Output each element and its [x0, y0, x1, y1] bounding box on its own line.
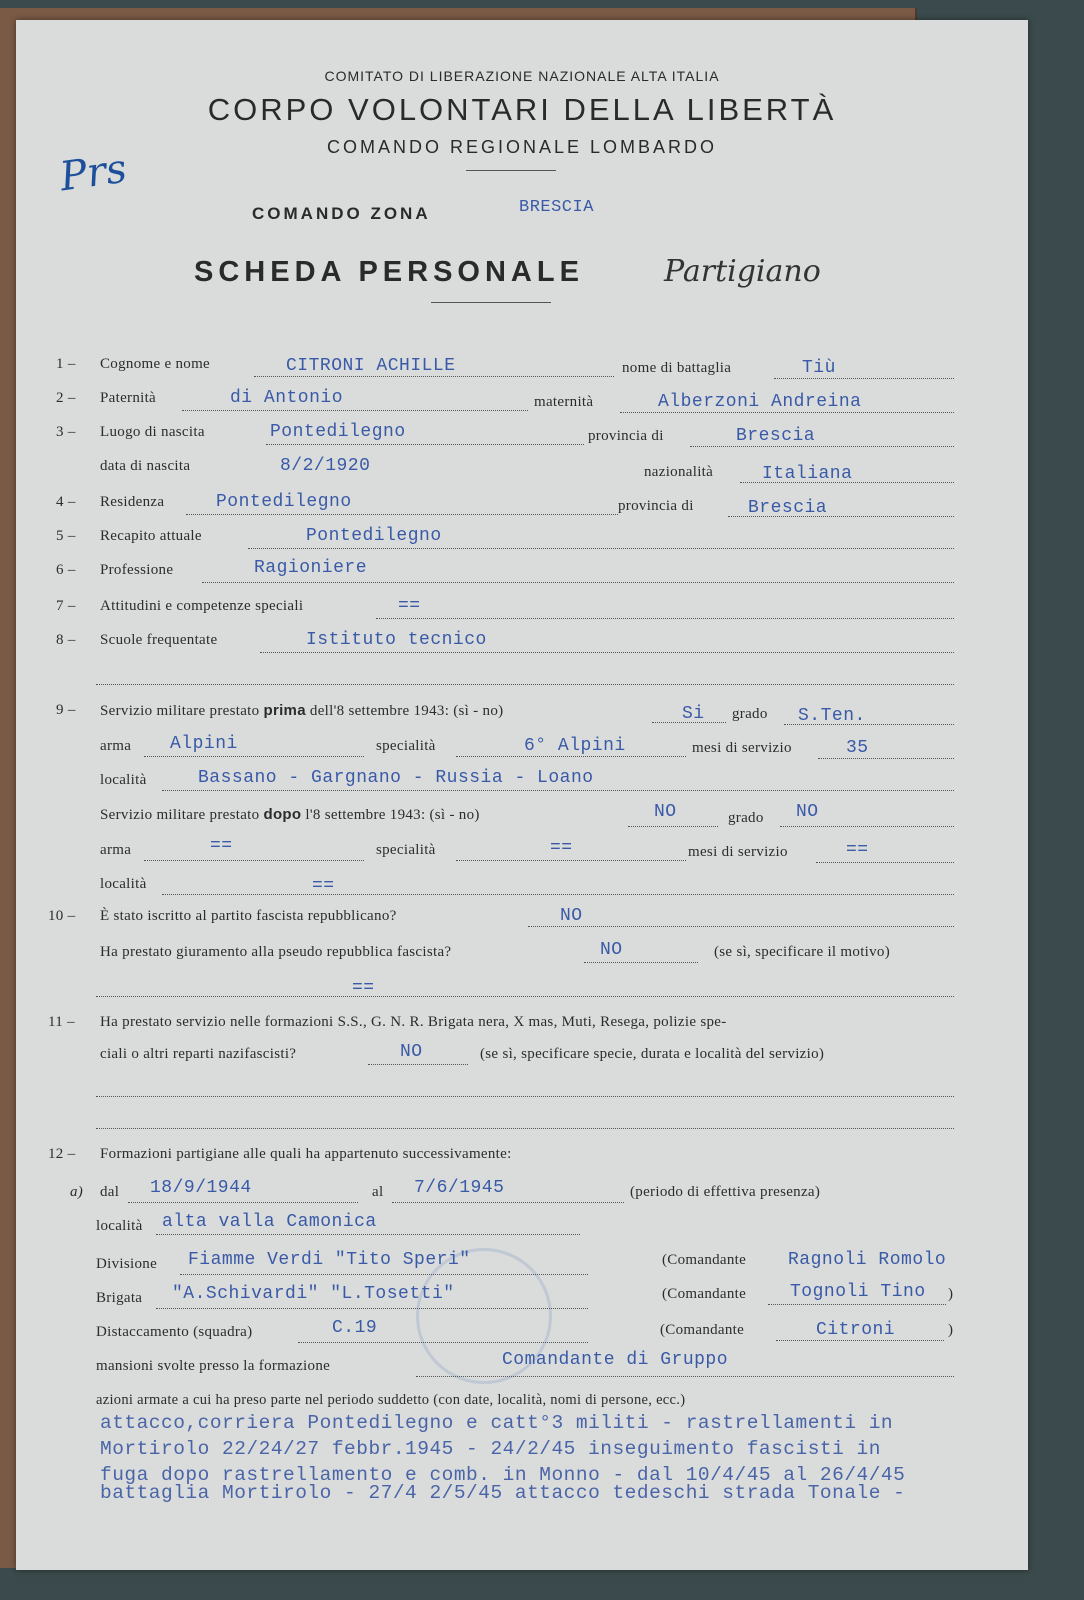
dotted-line [780, 826, 954, 827]
dotted-line [162, 894, 954, 895]
residence-province-label: provincia di [618, 498, 694, 514]
residence-value: Pontedilegno [216, 492, 352, 512]
to-label: al [372, 1184, 384, 1200]
title-handwritten-annotation: Partigiano [664, 254, 821, 289]
form-sheet [16, 20, 1028, 1570]
birthdate-label: data di nascita [100, 458, 191, 474]
nazifascist-answer: NO [400, 1042, 423, 1062]
paternity-value: di Antonio [230, 388, 344, 408]
dotted-line [162, 790, 954, 791]
birthdate-value: 8/2/1920 [280, 456, 371, 476]
battle-name-value: Tiù [802, 358, 836, 378]
dotted-line [392, 1202, 624, 1203]
dotted-line [144, 860, 364, 861]
rank-2-value: NO [796, 802, 819, 822]
dotted-line [368, 1064, 468, 1065]
brigade-close-paren: ) [948, 1286, 954, 1302]
dotted-line [96, 1096, 954, 1097]
field-11-number: 11 – [48, 1014, 75, 1030]
military-before-answer: Si [682, 704, 705, 724]
speciality-2-label: specialità [376, 842, 436, 858]
actions-line-2: Mortirolo 22/24/27 febbr.1945 - 24/2/45 inseguimento fascisti in [100, 1438, 881, 1460]
brigade-commander-label: (Comandante [662, 1286, 747, 1302]
field-8-label: Scuole frequentate [100, 632, 218, 648]
actions-line-3: fuga dopo rastrellamento e comb. in Monno - dal 10/4/45 al 26/4/45 [100, 1464, 906, 1486]
field-4-label: Residenza [100, 494, 165, 510]
field-7-number: 7 – [56, 598, 76, 614]
actions-line-4: battaglia Mortirolo - 27/4 2/5/45 attacco tedeschi strada Tonale - [100, 1482, 906, 1504]
dotted-line [628, 826, 718, 827]
from-label: dal [100, 1184, 120, 1200]
arm-value: Alpini [170, 734, 238, 754]
locality-2-label: località [100, 876, 147, 892]
arm-2-label: arma [100, 842, 132, 858]
dotted-line [96, 684, 954, 685]
surname-name-value: CITRONI ACHILLE [286, 356, 456, 376]
dotted-line [96, 996, 954, 997]
zona-value: BRESCIA [519, 198, 594, 217]
to-value: 7/6/1945 [414, 1178, 505, 1198]
field-5-number: 5 – [56, 528, 76, 544]
profession-value: Ragioniere [254, 558, 368, 578]
military-after-emphasis: dopo [263, 806, 302, 823]
dotted-line [186, 514, 618, 515]
dotted-line [156, 1308, 588, 1309]
dotted-line [128, 1202, 358, 1203]
field-1-label: Cognome e nome [100, 356, 211, 372]
detachment-close-paren: ) [948, 1322, 954, 1338]
residence-province-value: Brescia [748, 498, 828, 518]
dotted-line [266, 444, 584, 445]
corps-heading: CORPO VOLONTARI DELLA LIBERTÀ [207, 92, 837, 127]
months-value: 35 [846, 738, 869, 758]
aptitudes-value: == [398, 596, 421, 616]
formation-locality-value: alta valla Camonica [162, 1212, 377, 1232]
dotted-line [248, 548, 954, 549]
dotted-line [376, 618, 954, 619]
dotted-line [182, 410, 528, 411]
military-before-text-2: dell'8 settembre 1943: (sì - no) [309, 703, 504, 719]
field-5-label: Recapito attuale [100, 528, 202, 544]
division-label: Divisione [96, 1256, 158, 1272]
rank-label: grado [732, 706, 768, 722]
locality-label: località [100, 772, 147, 788]
maternity-label: maternità [534, 394, 594, 410]
nazifascist-question-line1: Ha prestato servizio nelle formazioni S.S., G. N. R. Brigata nera, X mas, Muti, Resega, polizie spe- [100, 1014, 727, 1030]
months-2-value: == [846, 840, 869, 860]
field-8-number: 8 – [56, 632, 76, 648]
dotted-line [456, 860, 686, 861]
nazifascist-note: (se sì, specificare specie, durata e località del servizio) [480, 1046, 825, 1062]
months-2-label: mesi di servizio [688, 844, 788, 860]
arm-2-value: == [210, 836, 233, 856]
battle-name-label: nome di battaglia [622, 360, 732, 376]
dotted-line [260, 652, 954, 653]
arm-label: arma [100, 738, 132, 754]
division-commander-label: (Comandante [662, 1252, 747, 1268]
fascist-party-question: È stato iscritto al partito fascista repubblicano? [100, 908, 397, 924]
regional-command-heading: COMANDO REGIONALE LOMBARDO [326, 137, 718, 157]
field-4-number: 4 – [56, 494, 76, 510]
actions-line-1: attacco,corriera Pontedilegno e catt°3 militi - rastrellamenti in [100, 1412, 894, 1434]
field-2-label: Paternità [100, 390, 157, 406]
field-6-label: Professione [100, 562, 174, 578]
locality-2-value: == [312, 876, 335, 896]
duties-value: Comandante di Gruppo [502, 1350, 729, 1370]
dotted-line [776, 1340, 944, 1341]
military-after-answer: NO [654, 802, 677, 822]
from-value: 18/9/1944 [150, 1178, 252, 1198]
dotted-line [528, 926, 954, 927]
field-1-number: 1 – [56, 356, 76, 372]
locality-value: Bassano - Gargnano - Russia - Loano [198, 768, 594, 788]
period-note: (periodo di effettiva presenza) [630, 1184, 821, 1200]
dotted-line [156, 1234, 580, 1235]
schools-value: Istituto tecnico [306, 630, 487, 650]
detachment-value: C.19 [332, 1318, 378, 1338]
margin-handwritten-mark: Prs [57, 145, 130, 201]
dotted-line [298, 1342, 588, 1343]
actions-label: azioni armate a cui ha preso parte nel periodo suddetto (con date, località, nomi di persone, ecc.) [96, 1392, 686, 1408]
speciality-2-value: == [550, 838, 573, 858]
speciality-value: 6° Alpini [524, 736, 626, 756]
birth-province-value: Brescia [736, 426, 816, 446]
military-before-emphasis: prima [263, 702, 306, 719]
rank-value: S.Ten. [798, 706, 866, 726]
fascist-party-answer: NO [560, 906, 583, 926]
formation-locality-label: località [96, 1218, 143, 1234]
rank-2-label: grado [728, 810, 764, 826]
speciality-label: specialità [376, 738, 436, 754]
dotted-line [456, 756, 686, 757]
duties-label: mansioni svolte presso la formazione [96, 1358, 331, 1374]
nationality-label: nazionalità [644, 464, 714, 480]
division-commander-value: Ragnoli Romolo [788, 1250, 947, 1270]
birthplace-value: Pontedilegno [270, 422, 406, 442]
form-title: SCHEDA PERSONALE [194, 256, 584, 288]
brigade-commander-value: Tognoli Tino [790, 1282, 926, 1302]
dotted-line [180, 1274, 588, 1275]
military-after-text: Servizio militare prestato [100, 807, 260, 823]
dotted-line [96, 1128, 954, 1129]
brigade-value: "A.Schivardi" "L.Tosetti" [172, 1284, 455, 1304]
dotted-line [620, 412, 954, 413]
dotted-line [254, 376, 614, 377]
nationality-value: Italiana [762, 464, 853, 484]
field-3-number: 3 – [56, 424, 76, 440]
committee-heading: COMITATO DI LIBERAZIONE NAZIONALE ALTA ITALIA [324, 68, 720, 84]
header-rule [466, 170, 556, 171]
brigade-label: Brigata [96, 1290, 143, 1306]
dotted-line [416, 1376, 954, 1377]
detachment-label: Distaccamento (squadra) [96, 1324, 253, 1340]
oath-answer: NO [600, 940, 623, 960]
formations-intro: Formazioni partigiane alle quali ha appartenuto successivamente: [100, 1146, 512, 1162]
oath-note: (se sì, specificare il motivo) [714, 944, 891, 960]
birth-province-label: provincia di [588, 428, 664, 444]
field-2-number: 2 – [56, 390, 76, 406]
nazifascist-question-line2: ciali o altri reparti nazifascisti? [100, 1046, 297, 1062]
oath-reason-value: == [352, 978, 375, 998]
division-value: Fiamme Verdi "Tito Speri" [188, 1250, 471, 1270]
current-address-value: Pontedilegno [306, 526, 442, 546]
dotted-line [144, 756, 364, 757]
military-before-text: Servizio militare prestato [100, 703, 260, 719]
field-12-number: 12 – [48, 1146, 76, 1162]
dotted-line [774, 378, 954, 379]
dotted-line [816, 862, 954, 863]
maternity-value: Alberzoni Andreina [658, 392, 862, 412]
dotted-line [584, 962, 698, 963]
zona-label: COMANDO ZONA [252, 204, 431, 223]
dotted-line [818, 758, 954, 759]
detachment-commander-label: (Comandante [660, 1322, 745, 1338]
detachment-commander-value: Citroni [816, 1320, 896, 1340]
title-rule [431, 302, 551, 303]
dotted-line [202, 582, 954, 583]
military-after-text-2: l'8 settembre 1943: (sì - no) [305, 807, 480, 823]
months-label: mesi di servizio [692, 740, 792, 756]
military-before-question [100, 702, 503, 720]
field-10-number: 10 – [48, 908, 76, 924]
field-7-label: Attitudini e competenze speciali [100, 598, 304, 614]
oath-question: Ha prestato giuramento alla pseudo repubblica fascista? [100, 944, 452, 960]
field-3-label: Luogo di nascita [100, 424, 205, 440]
formation-a-marker: a) [70, 1184, 84, 1200]
military-after-question [100, 806, 480, 824]
dotted-line [768, 1304, 946, 1305]
field-6-number: 6 – [56, 562, 76, 578]
field-9-number: 9 – [56, 702, 76, 718]
dotted-line [690, 446, 954, 447]
